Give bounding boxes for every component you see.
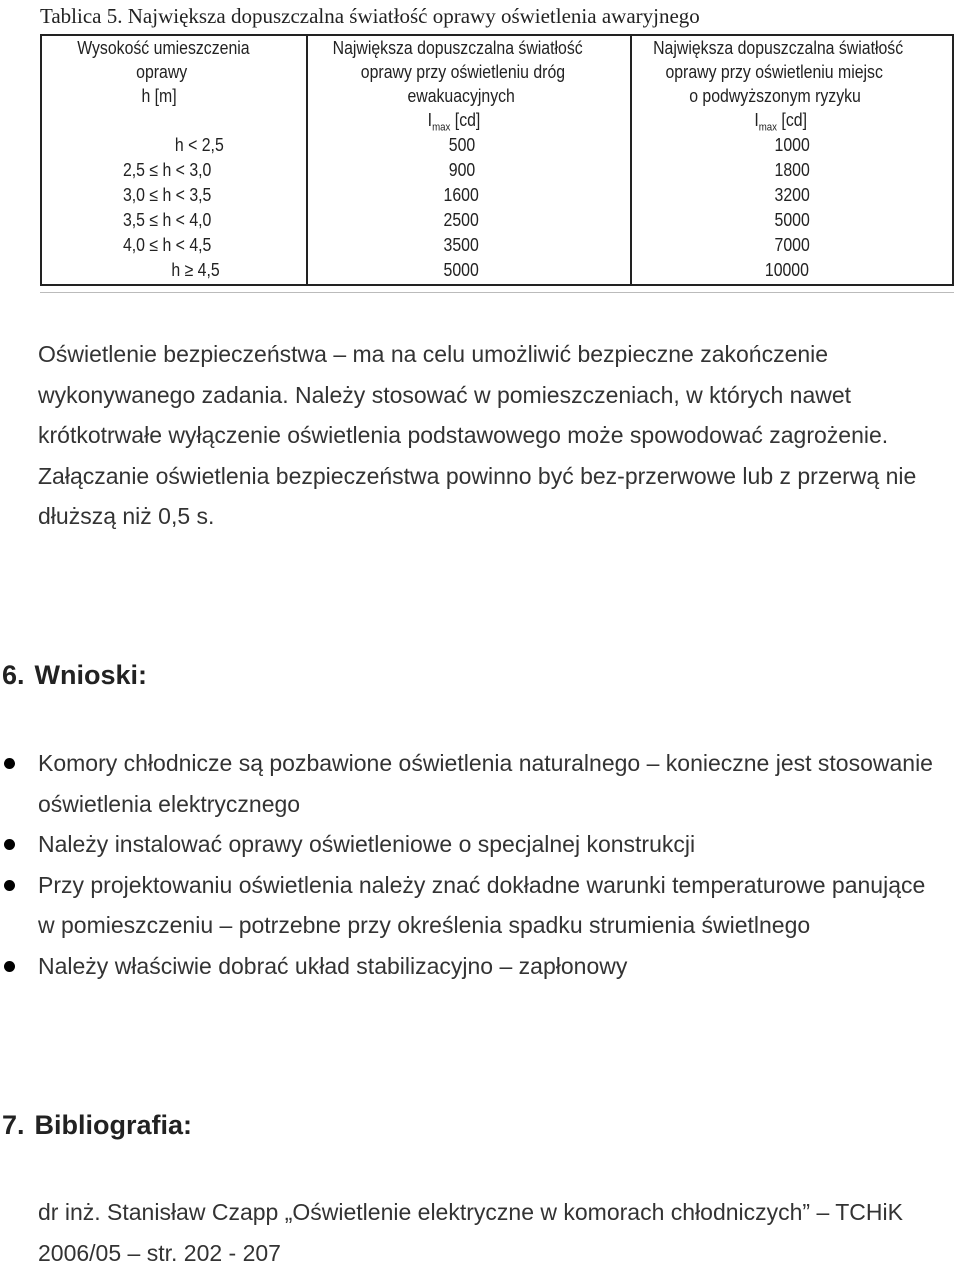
table-cell-height: 2,5 ≤ h < 3,0 (122, 160, 212, 180)
table-cell-height: 3,5 ≤ h < 4,0 (122, 210, 212, 230)
table-column-high-risk (632, 36, 914, 284)
list-item-text: Należy instalować oprawy oświetleniowe o specjalnej konstrukcji (38, 831, 696, 857)
table-caption: Tablica 5. Największa dopuszczalna światłość oprawy oświetlenia awaryjnego (40, 4, 700, 28)
table-cell-height: 3,0 ≤ h < 3,5 (122, 185, 212, 205)
list-item (0, 946, 940, 987)
table-cell-height: 4,0 ≤ h < 4,5 (122, 235, 212, 255)
column-header-line: ewakuacyjnych (407, 86, 515, 106)
safety-lighting-paragraph: Oświetlenie bezpieczeństwa – ma na celu umożliwić bezpieczne zakończenie wykonywanego zadania. Należy stosować w pomieszczeniach, w których nawet krótkotrwałe wyłączenie oświetlenia podstawowego może spowodować zagrożenie. Załączanie oświetlenia bezpieczeństwa powinno być bez-przerwowe lub z przerwą nie dłuższą niż 0,5 s. (38, 341, 917, 529)
table-cell-risk: 5000 (774, 210, 810, 230)
table-cell-escape: 3500 (443, 235, 479, 255)
table-cell-risk: 1800 (774, 160, 810, 180)
list-item (0, 865, 940, 946)
section-title: Wnioski: (34, 660, 148, 690)
list-item (0, 743, 940, 824)
table-column-height (42, 36, 274, 284)
table-cell-height: h < 2,5 (174, 135, 224, 155)
table-cell-escape: 1600 (443, 185, 479, 205)
column-header-line: oprawy przy oświetleniu dróg (360, 62, 566, 82)
luminous-intensity-table (40, 34, 954, 286)
column-header-line: oprawy (136, 62, 188, 82)
list-item (0, 824, 940, 865)
list-item-text: Należy właściwie dobrać układ stabilizacyjno – zapłonowy (38, 952, 628, 979)
bullet-icon (4, 880, 15, 891)
bullet-icon (4, 758, 15, 769)
column-header-line: oprawy przy oświetleniu miejsc (665, 62, 883, 82)
table-cell-escape: 5000 (443, 260, 479, 280)
table-column-escape-routes (308, 36, 591, 284)
list-item-text: Przy projektowaniu oświetlenia należy znać dokładne warunki temperaturowe panujące w pomieszczeniu – potrzebne przy określenia spadku strumienia świetlnego (38, 871, 926, 938)
table-cell-risk: 1000 (774, 135, 810, 155)
table-cell-risk: 7000 (774, 235, 810, 255)
table-cell-escape: 2500 (443, 210, 479, 230)
bullet-icon (4, 839, 15, 850)
column-header-line: Wysokość umieszczenia (77, 38, 250, 58)
table-cell-escape: 900 (448, 160, 476, 180)
column-header-line: o podwyższonym ryzyku (689, 86, 861, 106)
column-header-unit: $I_{max}$ [cd] (754, 110, 807, 134)
scan-edge-line (40, 292, 954, 293)
column-header-line: h [m] (141, 86, 177, 106)
bibliography-entry: dr inż. Stanisław Czapp „Oświetlenie elektryczne w komorach chłodniczych” – TCHiK 2006/05 – str. 202 - 207 (38, 1199, 903, 1266)
section-7-heading (2, 1110, 192, 1141)
table-cell-height: h ≥ 4,5 (171, 260, 220, 280)
section-number: 6. (2, 660, 25, 690)
list-item-text: Komory chłodnicze są pozbawione oświetlenia naturalnego – konieczne jest stosowanie oświetlenia elektrycznego (38, 750, 933, 817)
column-header-line: Największa dopuszczalna światłość (653, 38, 904, 58)
table-cell-escape: 500 (448, 135, 476, 155)
table-cell-risk: 3200 (774, 185, 810, 205)
section-title: Bibliografia: (34, 1110, 193, 1140)
section-6-heading (2, 660, 147, 691)
conclusions-list (0, 743, 940, 986)
column-header-unit: $I_{max}$ [cd] (427, 110, 481, 134)
column-header-line: Największa dopuszczalna światłość (332, 38, 583, 58)
table-cell-risk: 10000 (764, 260, 809, 280)
bullet-icon (4, 961, 15, 972)
section-number: 7. (2, 1110, 25, 1140)
